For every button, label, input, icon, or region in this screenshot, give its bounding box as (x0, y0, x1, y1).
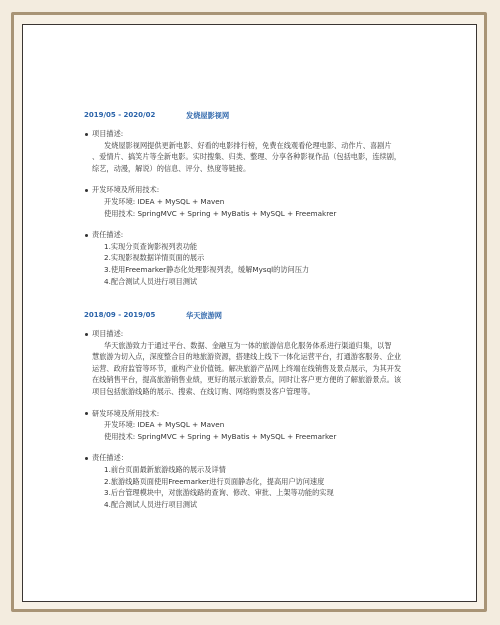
project-date: 2018/09 - 2019/05 (84, 311, 156, 319)
desc-line: 华天旅游致力于通过平台、数据、金融互为一体的旅游信息化服务体系进行渠道归集，以智 (104, 340, 392, 350)
project-date: 2019/05 - 2020/02 (84, 111, 156, 119)
duty-line: 2.实现影视数据详情页面的展示 (104, 253, 205, 263)
env-list (84, 419, 414, 442)
project-name: 华天旅游网 (186, 311, 222, 320)
project-header (84, 110, 414, 122)
desc-label: 项目描述: (84, 328, 414, 340)
duty-line: 4.配合测试人员进行项目测试 (104, 276, 198, 286)
env-list (84, 196, 414, 219)
duty-line: 2.旅游线路页面使用Freemarker进行页面静态化，提高用户访问速度 (104, 476, 325, 486)
duty-line: 3.使用Freemarker静态化处理影视列表，缓解Mysql的访问压力 (104, 264, 310, 274)
desc-label: 项目描述: (84, 128, 414, 140)
desc-line: 慧旅游为切入点，深度整合目的地旅游资源，搭建线上线下一体化运营平台，打通游客服务、企业 (92, 352, 402, 362)
project-block (84, 310, 414, 510)
desc-line: 、爱情片、搞笑片等全新电影。实时搜集、归类、整理、分享各种影视作品（包括电影，连续剧， (92, 152, 402, 162)
duty-list (84, 241, 414, 287)
env-line: 开发环境: IDEA + MySQL + Maven (104, 196, 225, 206)
env-label: 开发环境及所用技术: (84, 184, 414, 196)
desc-line: 发烧屋影视网提供更新电影、好看的电影排行榜，免费在线观看伦理电影、动作片、喜剧片 (104, 140, 392, 150)
project-header (84, 310, 414, 322)
desc-paragraph (84, 140, 414, 175)
desc-line: 综艺，动漫，解说）的信息、评分、热度等链接。 (92, 163, 251, 173)
env-line: 使用技术: SpringMVC + Spring + MyBatis + MySQL + Freemarker (104, 431, 337, 441)
project-name: 发烧屋影视网 (186, 111, 230, 120)
duty-line: 1.实现分页查询影视列表功能 (104, 241, 198, 251)
env-line: 使用技术: SpringMVC + Spring + MyBatis + MySQL + Freemakrer (104, 208, 337, 218)
desc-paragraph (84, 340, 414, 398)
project-block (84, 110, 414, 287)
duty-label: 责任描述: (84, 229, 414, 241)
duty-line: 4.配合测试人员进行项目测试 (104, 499, 198, 509)
duty-line: 1.前台页面最新旅游线路的展示及详情 (104, 464, 226, 474)
duty-list (84, 464, 414, 510)
duty-line: 3.后台管理模块中，对旅游线路的查询、修改、审批、上架等功能的实现 (104, 488, 334, 498)
duty-label: 责任描述： (84, 452, 414, 464)
env-label: 研发环境及所用技术: (84, 408, 414, 420)
desc-line: 运营、政府监管等环节，重构产业价值链。解决旅游产品网上终端在线销售及景点展示，为其开发 (92, 363, 402, 373)
desc-line: 在线销售平台，提高旅游销售业绩，更好的展示旅游景点，同时让客户更方便的了解旅游景点。该 (92, 375, 402, 385)
env-line: 开发环境: IDEA + MySQL + Maven (104, 420, 225, 430)
desc-line: 项目包括旅游线路的展示、搜索、在线订购、网络购票及客户管理等。 (92, 386, 315, 396)
